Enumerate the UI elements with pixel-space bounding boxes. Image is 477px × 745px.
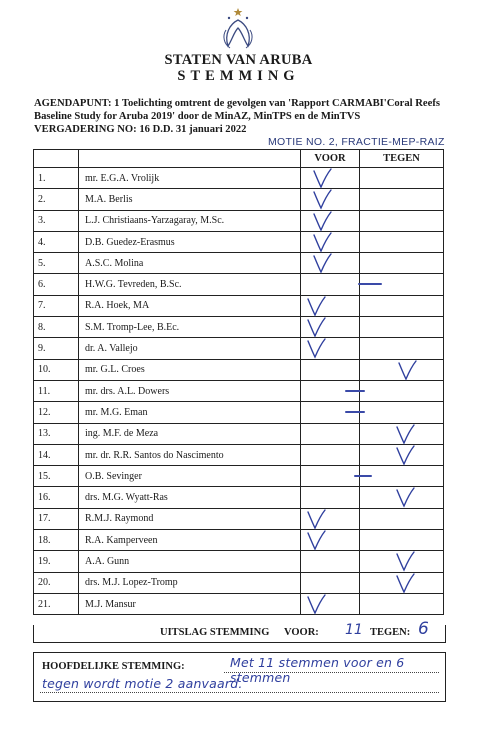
table-row	[34, 189, 444, 210]
member-name: A.A. Gunn	[79, 551, 301, 572]
result-tegen-label: TEGEN:	[370, 627, 411, 638]
member-name: R.A. Kamperveen	[79, 530, 301, 551]
row-number: 1.	[34, 168, 79, 189]
tegen-cell	[360, 380, 444, 401]
row-number: 8.	[34, 317, 79, 338]
voor-cell	[301, 466, 360, 487]
tegen-cell	[360, 593, 444, 614]
tegen-cell	[360, 168, 444, 189]
tegen-cell	[360, 572, 444, 593]
table-row	[34, 593, 444, 614]
table-row	[34, 295, 444, 316]
row-number: 14.	[34, 444, 79, 465]
meeting-line: VERGADERING NO: 16 D.D. 31 januari 2022	[34, 124, 247, 135]
table-row	[34, 487, 444, 508]
voor-cell	[301, 210, 360, 231]
row-number: 17.	[34, 508, 79, 529]
agenda-line-2: Baseline Study for Aruba 2019' door de MinAZ, MinTPS en de MinTVS	[34, 111, 361, 122]
agenda-block	[34, 97, 454, 136]
member-name: S.M. Tromp-Lee, B.Ec.	[79, 317, 301, 338]
checkmark-icon	[305, 528, 327, 552]
voor-cell	[301, 317, 360, 338]
row-number: 10.	[34, 359, 79, 380]
member-name: L.J. Christiaans-Yarzagaray, M.Sc.	[79, 210, 301, 231]
row-number: 7.	[34, 295, 79, 316]
row-number: 4.	[34, 231, 79, 252]
row-number: 11.	[34, 380, 79, 401]
table-row	[34, 551, 444, 572]
member-name: mr. E.G.A. Vrolijk	[79, 168, 301, 189]
result-voor-value: 11	[345, 622, 363, 638]
row-number: 3.	[34, 210, 79, 231]
row-number: 9.	[34, 338, 79, 359]
member-name: A.S.C. Molina	[79, 253, 301, 274]
voor-cell	[301, 508, 360, 529]
staten-crest-icon	[214, 6, 262, 50]
column-header-voor: VOOR	[301, 150, 360, 168]
table-row	[34, 253, 444, 274]
tegen-cell	[360, 530, 444, 551]
tegen-cell	[360, 402, 444, 423]
voor-cell	[301, 444, 360, 465]
voor-cell	[301, 551, 360, 572]
table-row	[34, 274, 444, 295]
tegen-cell	[360, 274, 444, 295]
table-row	[34, 508, 444, 529]
column-header-tegen: TEGEN	[360, 150, 444, 168]
result-row	[33, 619, 446, 643]
dotted-line	[40, 692, 439, 693]
member-name: drs. M.G. Wyatt-Ras	[79, 487, 301, 508]
voor-cell	[301, 380, 360, 401]
tegen-cell	[360, 317, 444, 338]
row-number: 13.	[34, 423, 79, 444]
member-name: D.B. Guedez-Erasmus	[79, 231, 301, 252]
row-number: 12.	[34, 402, 79, 423]
checkmark-icon	[305, 592, 327, 616]
row-number: 18.	[34, 530, 79, 551]
result-label: UITSLAG STEMMING	[160, 627, 270, 638]
member-name: mr. G.L. Croes	[79, 359, 301, 380]
member-name: M.J. Mansur	[79, 593, 301, 614]
member-name: mr. dr. R.R. Santos do Nascimento	[79, 444, 301, 465]
tegen-cell	[360, 423, 444, 444]
absent-dash	[358, 283, 382, 285]
table-row	[34, 423, 444, 444]
voor-cell	[301, 593, 360, 614]
row-number: 2.	[34, 189, 79, 210]
member-name: drs. M.J. Lopez-Tromp	[79, 572, 301, 593]
member-name: R.M.J. Raymond	[79, 508, 301, 529]
tegen-cell	[360, 231, 444, 252]
voor-cell	[301, 423, 360, 444]
vote-rows	[34, 168, 444, 615]
member-name: ing. M.F. de Meza	[79, 423, 301, 444]
table-row	[34, 380, 444, 401]
row-number: 21.	[34, 593, 79, 614]
handwritten-note-line-1: Met 11 stemmen voor en 6 stemmen	[230, 655, 405, 685]
hoofdelijke-stemming-box	[33, 652, 446, 702]
member-name: H.W.G. Tevreden, B.Sc.	[79, 274, 301, 295]
table-row	[34, 231, 444, 252]
voor-cell	[301, 338, 360, 359]
table-row	[34, 466, 444, 487]
member-name: M.A. Berlis	[79, 189, 301, 210]
row-number: 6.	[34, 274, 79, 295]
member-name: O.B. Sevinger	[79, 466, 301, 487]
table-header-row	[34, 150, 444, 168]
row-number: 20.	[34, 572, 79, 593]
voor-cell	[301, 168, 360, 189]
absent-dash	[354, 475, 372, 477]
agenda-line-1: AGENDAPUNT: 1 Toelichting omtrent de gevolgen van 'Rapport CARMABI'Coral Reefs	[34, 98, 440, 109]
voor-cell	[301, 487, 360, 508]
checkmark-icon	[396, 358, 418, 382]
member-name: R.A. Hoek, MA	[79, 295, 301, 316]
member-name: dr. A. Vallejo	[79, 338, 301, 359]
table-row	[34, 338, 444, 359]
row-number: 16.	[34, 487, 79, 508]
table-row	[34, 210, 444, 231]
member-name: mr. M.G. Eman	[79, 402, 301, 423]
table-row	[34, 444, 444, 465]
voor-cell	[301, 231, 360, 252]
page-subtitle: STEMMING	[177, 68, 300, 84]
table-row	[34, 572, 444, 593]
table-row	[34, 168, 444, 189]
voor-cell	[301, 359, 360, 380]
voor-cell	[301, 402, 360, 423]
vote-table	[33, 149, 444, 615]
row-number: 5.	[34, 253, 79, 274]
member-name: mr. drs. A.L. Dowers	[79, 380, 301, 401]
table-row	[34, 530, 444, 551]
checkmark-icon	[311, 251, 333, 275]
tegen-cell	[360, 466, 444, 487]
tegen-cell	[360, 359, 444, 380]
row-number: 19.	[34, 551, 79, 572]
voor-cell	[301, 530, 360, 551]
voor-cell	[301, 274, 360, 295]
tegen-cell	[360, 253, 444, 274]
hoofdelijke-label: HOOFDELIJKE STEMMING:	[42, 661, 185, 672]
motion-label: MOTIE NO. 2, FRACTIE-MEP-RAIZ	[268, 136, 445, 148]
tegen-cell	[360, 508, 444, 529]
page-title: STATEN VAN ARUBA	[164, 52, 313, 68]
tegen-cell	[360, 444, 444, 465]
tegen-cell	[360, 551, 444, 572]
voor-cell	[301, 295, 360, 316]
tegen-cell	[360, 338, 444, 359]
table-row	[34, 359, 444, 380]
tegen-cell	[360, 189, 444, 210]
voor-cell	[301, 189, 360, 210]
handwritten-note-line-2: tegen wordt motie 2 aanvaard.	[42, 676, 243, 691]
checkmark-icon	[394, 485, 416, 509]
tegen-cell	[360, 487, 444, 508]
table-row	[34, 317, 444, 338]
result-voor-label: VOOR:	[284, 627, 319, 638]
row-number: 15.	[34, 466, 79, 487]
tegen-cell	[360, 210, 444, 231]
checkmark-icon	[394, 571, 416, 595]
voor-cell	[301, 253, 360, 274]
checkmark-icon	[305, 336, 327, 360]
tegen-cell	[360, 295, 444, 316]
voor-cell	[301, 572, 360, 593]
result-tegen-value: 6	[418, 619, 429, 639]
table-row	[34, 402, 444, 423]
checkmark-icon	[394, 443, 416, 467]
